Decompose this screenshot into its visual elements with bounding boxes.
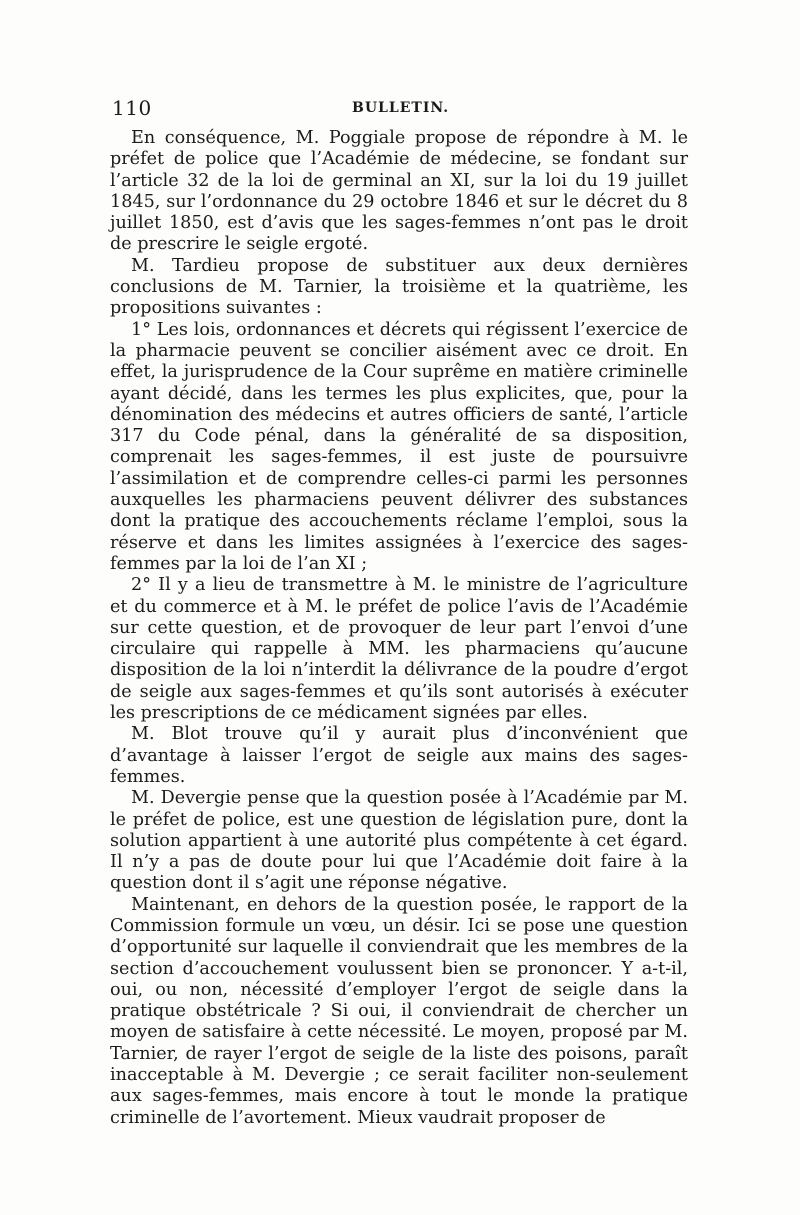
body-text (110, 128, 688, 1129)
paragraph-devergie: M. Devergie pense que la question posée à l’Académie par M. le préfet de police, est une question de législation pure, dont la solution appartient à une autorité plus compétente à cet égard. Il n’y a pas de doute pour lui que l’Académie doit faire à la question dont il s’agit une réponse négative. (110, 788, 688, 894)
paragraph-proposition-2: 2° Il y a lieu de transmettre à M. le ministre de l’agriculture et du commerce et à M. le préfet de police l’avis de l’Académie sur cette question, et de provoquer de leur part l’envoi d’une circulaire qui rappelle à MM. les pharmaciens qu’aucune disposition de la loi n’interdit la délivrance de la poudre d’ergot de seigle aux sages-femmes et qu’ils sont autorisés à exécuter les prescriptions de ce médicament signées par elles. (110, 575, 688, 724)
paragraph-tardieu: M. Tardieu propose de substituer aux deux dernières conclusions de M. Tarnier, la troisième et la quatrième, les propositions suivantes : (110, 255, 688, 319)
page-number: 110 (112, 96, 152, 120)
page-header (112, 96, 690, 126)
paragraph-proposition-1: 1° Les lois, ordonnances et décrets qui régissent l’exercice de la pharmacie peuvent se concilier aisément avec ce droit. En effet, la jurisprudence de la Cour suprême en matière criminelle ayant décidé, dans les termes les plus explicites, que, pour la dénomination des médecins et autres officiers de santé, l’article 317 du Code pénal, dans la généralité de sa disposition, comprenait les sages-femmes, il est juste de poursuivre l’assimilation et de comprendre celles-ci parmi les personnes auxquelles les pharmaciens peuvent délivrer des substances dont la pratique des accouchements réclame l’emploi, sous la réserve et dans les limites assignées à l’exercice des sages-femmes par la loi de l’an XI ; (110, 319, 688, 574)
paragraph-blot: M. Blot trouve qu’il y aurait plus d’inconvénient que d’avantage à laisser l’ergot de seigle aux mains des sages-femmes. (110, 724, 688, 787)
running-title: BULLETIN. (352, 100, 450, 116)
paragraph-maintenant: Maintenant, en dehors de la question posée, le rapport de la Commission formule un vœu, un désir. Ici se pose une question d’opportunité sur laquelle il conviendrait que les membres de la section d’accouchement voulussent bien se prononcer. Y a-t-il, oui, ou non, nécessité d’employer l’ergot de seigle dans la pratique obstétricale ? Si oui, il conviendrait de chercher un moyen de satisfaire à cette nécessité. Le moyen, proposé par M. Tarnier, de rayer l’ergot de seigle de la liste des poisons, paraît inacceptable à M. Devergie ; ce serait faciliter non-seulement aux sages-femmes, mais encore à tout le monde la pratique criminelle de l’avortement. Mieux vaudrait proposer de (110, 894, 688, 1128)
paragraph-poggiale: En conséquence, M. Poggiale propose de répondre à M. le préfet de police que l’Académie de médecine, se fondant sur l’article 32 de la loi de germinal an XI, sur la loi du 19 juillet 1845, sur l’ordonnance du 29 octobre 1846 et sur le décret du 8 juillet 1850, est d’avis que les sages-femmes n’ont pas le droit de prescrire le seigle ergoté. (110, 128, 688, 255)
